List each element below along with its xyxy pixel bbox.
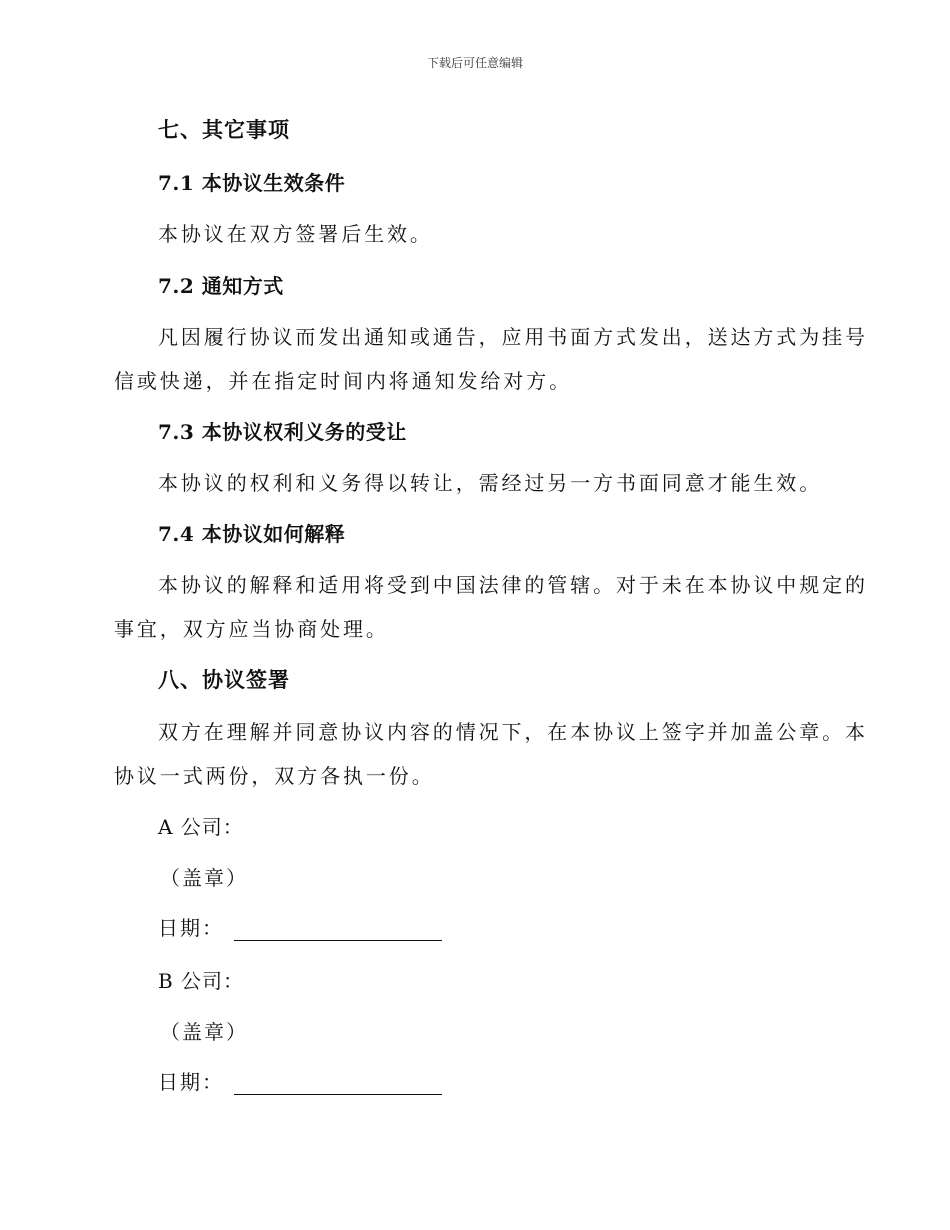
clause-7-4-heading: 7.4 本协议如何解释 bbox=[158, 522, 346, 546]
party-a-date-label: 日期： bbox=[158, 916, 224, 940]
party-a-date-blank bbox=[234, 918, 442, 941]
clause-7-2-text-line-1: 凡因履行协议而发出通知或通告，应用书面方式发出，送达方式为挂号 bbox=[158, 325, 868, 349]
party-a-label: A 公司： bbox=[158, 815, 244, 839]
party-b-date-blank bbox=[234, 1072, 442, 1095]
party-b-date-row bbox=[158, 1066, 442, 1095]
party-b-label: B 公司： bbox=[158, 969, 245, 993]
clause-7-3-heading: 7.3 本协议权利义务的受让 bbox=[158, 420, 407, 444]
clause-7-1-heading: 7.1 本协议生效条件 bbox=[158, 171, 346, 195]
clause-7-4-text-line-1: 本协议的解释和适用将受到中国法律的管辖。对于未在本协议中规定的 bbox=[158, 573, 868, 597]
page-header: 下载后可任意编辑 bbox=[426, 56, 523, 70]
party-b-seal: （盖章） bbox=[160, 1020, 248, 1044]
section-8-text-line-1: 双方在理解并同意协议内容的情况下，在本协议上签字并加盖公章。本 bbox=[158, 720, 868, 744]
party-a-seal: （盖章） bbox=[160, 866, 248, 890]
clause-7-3-text: 本协议的权利和义务得以转让，需经过另一方书面同意才能生效。 bbox=[158, 471, 823, 495]
section-8-text-line-2: 协议一式两份，双方各执一份。 bbox=[114, 764, 435, 788]
clause-7-4-text-line-2: 事宜，双方应当协商处理。 bbox=[114, 617, 389, 641]
section-7-title: 七、其它事项 bbox=[158, 117, 290, 142]
section-8-title: 八、协议签署 bbox=[158, 667, 290, 692]
clause-7-1-text: 本协议在双方签署后生效。 bbox=[158, 222, 433, 246]
party-b-date-label: 日期： bbox=[158, 1070, 224, 1094]
clause-7-2-heading: 7.2 通知方式 bbox=[158, 274, 284, 298]
clause-7-2-text-line-2: 信或快递，并在指定时间内将通知发给对方。 bbox=[114, 369, 572, 393]
party-a-date-row bbox=[158, 912, 442, 941]
